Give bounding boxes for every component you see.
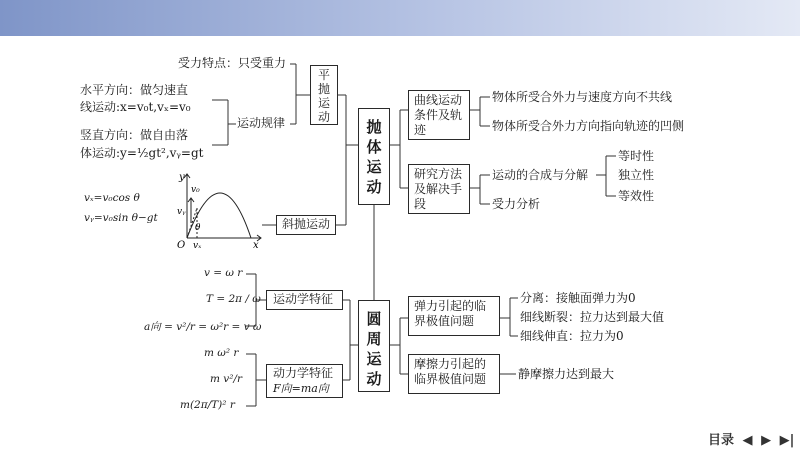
motion-rule-label: 运动规律 xyxy=(237,116,286,130)
oblique-projectile-box: 斜抛运动 xyxy=(276,215,336,235)
graph-y-label: y xyxy=(179,172,185,183)
prev-icon[interactable]: ◀ xyxy=(742,433,753,448)
graph-vx-label: vₓ xyxy=(193,241,202,250)
dynamic-feature-box: 动力学特征 F向=ma向 xyxy=(266,364,343,398)
toc-button[interactable]: 目录 xyxy=(708,433,735,448)
friction-critical-box: 摩擦力引起的临界极值问题 xyxy=(408,354,500,394)
elastic-item-3: 细线伸直：拉力为0 xyxy=(520,329,624,343)
curve-item-1: 物体所受合外力与速度方向不共线 xyxy=(492,90,673,104)
slide-nav xyxy=(708,429,798,448)
next-icon[interactable]: ▶ xyxy=(761,433,772,448)
kinematic-feature-box: 运动学特征 xyxy=(266,290,343,310)
method-sub-1: 等时性 xyxy=(618,149,655,163)
kinematic-formula-2: T = 2π / ω xyxy=(206,293,261,305)
circular-motion-box: 圆周运动 xyxy=(358,300,390,392)
graph-v0-label: v₀ xyxy=(191,185,200,195)
last-icon[interactable]: ▶| xyxy=(779,433,795,448)
elastic-item-1: 分离：接触面弹力为0 xyxy=(520,291,636,305)
vx-formula: vₓ=v₀cos θ xyxy=(84,192,140,204)
method-item-2: 受力分析 xyxy=(492,197,541,211)
graph-vy-label: vᵧ xyxy=(177,207,186,217)
dynamic-formula-2: m v²/r xyxy=(210,373,242,385)
vertical-direction-line2: 体运动:y=½gt²,vᵧ=gt xyxy=(80,146,204,160)
elastic-critical-box: 弹力引起的临界极值问题 xyxy=(408,296,500,336)
kinematic-formula-1: v = ω r xyxy=(204,267,243,279)
graph-theta-label: θ xyxy=(195,223,201,233)
method-item-1: 运动的合成与分解 xyxy=(492,168,589,182)
vy-formula: vᵧ=v₀sin θ−gt xyxy=(84,212,158,224)
method-sub-2: 独立性 xyxy=(618,168,655,182)
method-sub-3: 等效性 xyxy=(618,189,655,203)
elastic-item-2: 细线断裂：拉力达到最大值 xyxy=(520,310,665,324)
graph-x-label: x xyxy=(253,240,259,250)
dynamic-formula-3: m(2π/T)² r xyxy=(180,399,235,411)
horizontal-projectile-box: 平抛运动 xyxy=(310,65,338,125)
horizontal-direction-line2: 线运动:x=v₀t,vₓ=v₀ xyxy=(80,100,191,114)
curve-condition-box: 曲线运动条件及轨迹 xyxy=(408,90,470,140)
graph-origin-label: O xyxy=(177,240,186,250)
vertical-direction-line1: 竖直方向：做自由落 xyxy=(80,128,189,142)
oblique-trajectory-graph xyxy=(165,168,265,250)
dynamic-formula-1: m ω² r xyxy=(204,347,239,359)
method-box: 研究方法及解决手段 xyxy=(408,164,470,214)
horizontal-direction-line1: 水平方向：做匀速直 xyxy=(80,83,189,97)
curve-item-2: 物体所受合外力方向指向轨迹的凹侧 xyxy=(492,119,685,133)
kinematic-formula-3: a向 = v²/r = ω²r = v ω xyxy=(144,321,262,333)
projectile-motion-box: 抛体运动 xyxy=(358,108,390,205)
friction-item-1: 静摩擦力达到最大 xyxy=(518,367,615,381)
force-feature-label: 受力特点：只受重力 xyxy=(178,56,287,70)
